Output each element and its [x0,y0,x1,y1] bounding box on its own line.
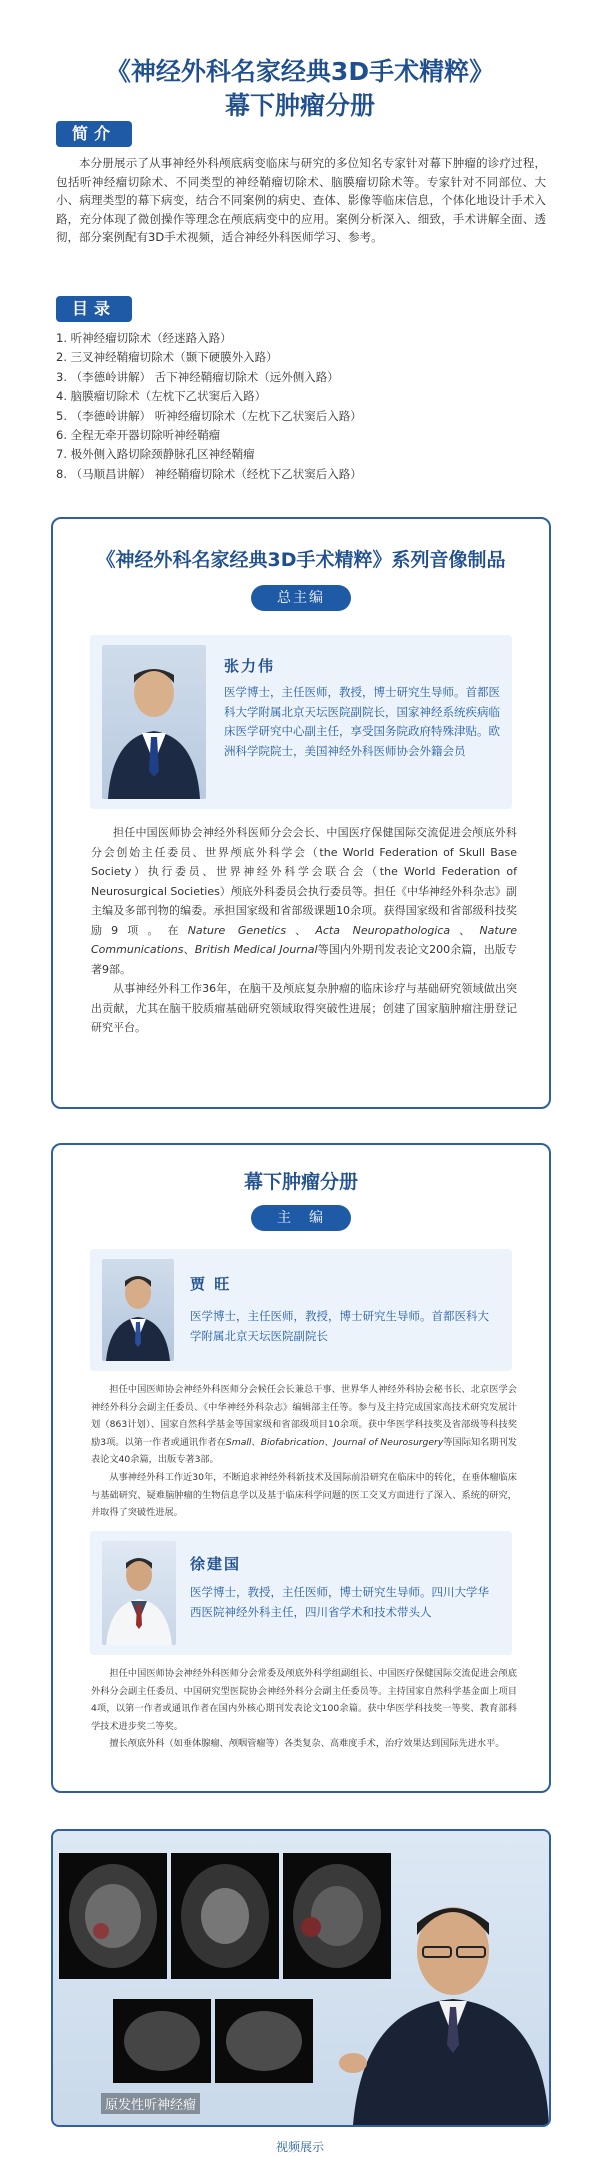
video-subtitle: 原发性听神经瘤 [101,2093,200,2114]
toc-item: 4. 脑膜瘤切除术（左枕下乙状窦后入路） [56,389,267,404]
chief-editor-bio [91,823,517,1038]
toc-item: 8. （马顺昌讲解） 神经鞘瘤切除术（经枕下乙状窦后入路） [56,466,362,481]
bio-paragraph: 擅长颅底外科（如垂体腺瘤、颅咽管瘤等）各类复杂、高难度手术，治疗效果达到国际先进水平。 [109,1738,505,1750]
toc-item: 5. （李德岭讲解） 听神经瘤切除术（左枕下乙状窦后入路） [56,408,362,423]
intro-tag: 简介 [56,121,132,147]
editor2-photo [102,1541,176,1645]
chief-editor-photo [102,645,206,799]
chief-editor-badge: 总主编 [251,585,351,611]
toc-item: 3. （李德岭讲解） 舌下神经鞘瘤切除术（远外侧入路） [56,369,339,384]
editor2-bio [91,1665,517,1753]
editor2-desc: 医学博士，教授，主任医师，博士研究生导师。四川大学华西医院神经外科主任，四川省学术和技术带头人 [190,1585,489,1619]
chief-editor-profile [90,635,512,809]
video-preview[interactable] [51,1829,551,2127]
toc-item: 2. 三叉神经鞘瘤切除术（颞下硬膜外入路） [56,350,278,365]
editor2-profile [90,1531,512,1655]
series-title: 《神经外科名家经典3D手术精粹》系列音像制品 [96,549,506,571]
volume-title: 幕下肿瘤分册 [243,1171,358,1193]
editor1-name: 贾 旺 [190,1275,232,1293]
page-subtitle: 幕下肿瘤分册 [224,91,375,120]
bio-paragraph: 从事神经外科工作近30年，不断追求神经外科新技术及国际前沿研究在临床中的转化，在垂体瘤临床与基础研究、疑难脑肿瘤的生物信息学以及基于临床科学问题的医工交叉方面进行了深入、系统的研究，并取得了突破性进展。 [91,1471,517,1519]
volume-editor-card [51,1143,551,1793]
toc-item: 1. 听神经瘤切除术（经迷路入路） [56,331,232,345]
bio-paragraph: 担任中国医师协会神经外科医师分会候任会长兼总干事、世界华人神经外科协会秘书长、北京医学会神经外科分会副主任委员、《中华神经外科杂志》编辑部主任等。参与及主持完成国家高技术研究发展计划（863计划）、国家自然科学基金等国家级和省部级项目10余项。获中华医学科技奖及省部级等科技奖励3项。以第一作者或通讯作者在Small、Biofabrication、Journal of Neurosurgery等国际知名期刊发表论文40余篇，出版专著3部。 [91,1384,517,1466]
bio-paragraph: 担任中国医师协会神经外科医师分会常委及颅底外科学组副组长、中国医疗保健国际交流促进会颅底外科分会副主任委员、中国研究型医院协会神经外科分会副主任委员等。主持国家自然科学基金面上项目4项，以第一作者或通讯作者在国内外核心期刊发表论文100余篇。获中华医学科技奖一等奖、教育部科学技术进步奖二等奖。 [91,1668,517,1732]
editor2-name: 徐建国 [190,1555,242,1573]
editor1-desc: 医学博士，主任医师，教授，博士研究生导师。首都医科大学附属北京天坛医院副院长 [190,1309,489,1343]
intro-text: 本分册展示了从事神经外科颅底病变临床与研究的多位知名专家针对幕下肿瘤的诊疗过程，包括听神经瘤切除术、不同类型的神经鞘瘤切除术、脑膜瘤切除术等。专家针对不同部位、大小、病理类型的幕下病变，结合不同案例的病史、查体、影像等临床信息，个体化地设计手术入路，充分体现了微创操作等理念在颅底病变中的应用。案例分析深入、细致，手术讲解全面、透彻，部分案例配有3D手术视频，适合神经外科医师学习、参考。 [56,156,546,245]
page-title: 《神经外科名家经典3D手术精粹》 [105,57,495,86]
toc-item: 6. 全程无牵开器切除听神经鞘瘤 [56,428,221,443]
toc-tag: 目录 [56,296,132,322]
editor-badge: 主 编 [251,1205,351,1231]
editor1-photo [102,1259,174,1361]
video-caption: 视频展示 [275,2140,324,2154]
toc-list [56,329,556,484]
editor1-profile [90,1249,512,1371]
chief-editor-desc: 医学博士，主任医师，教授，博士研究生导师。首都医科大学附属北京天坛医院副院长，国家神经系统疾病临床医学研究中心副主任，享受国务院政府特殊津贴。欧洲科学院院士，美国神经外科医师协会外籍会员 [224,685,500,758]
bio-paragraph: 从事神经外科工作36年，在脑干及颅底复杂肿瘤的临床诊疗与基础研究领域做出突出贡献，尤其在脑干胶质瘤基础研究领域取得突破性进展；创建了国家脑肿瘤注册登记研究平台。 [91,982,517,1034]
mri-scans-image [53,1831,549,2125]
chief-editor-name: 张力伟 [224,657,276,675]
bio-paragraph: 担任中国医师协会神经外科医师分会会长、中国医疗保健国际交流促进会颅底外科分会创始主任委员、世界颅底外科学会（the World Federation of Skull Base Society）执行委员、世界神经外科学会联合会（the World Federation of Neurosurgical Societies）颅底外科委员会执行委员等。担任《中华神经外科杂志》副主编及多部刊物的编委。承担国家级和省部级课题10余项。获得国家级和省部级科技奖励9项。在Nature Genetics、Acta Neuropathologica、Nature Communications、British Medical Journal等国内外期刊发表论文200余篇，出版专著9部。 [91,826,518,976]
toc-item: 7. 极外侧入路切除颈静脉孔区神经鞘瘤 [56,447,255,462]
editor1-bio [91,1381,517,1522]
series-editor-card [51,517,551,1109]
